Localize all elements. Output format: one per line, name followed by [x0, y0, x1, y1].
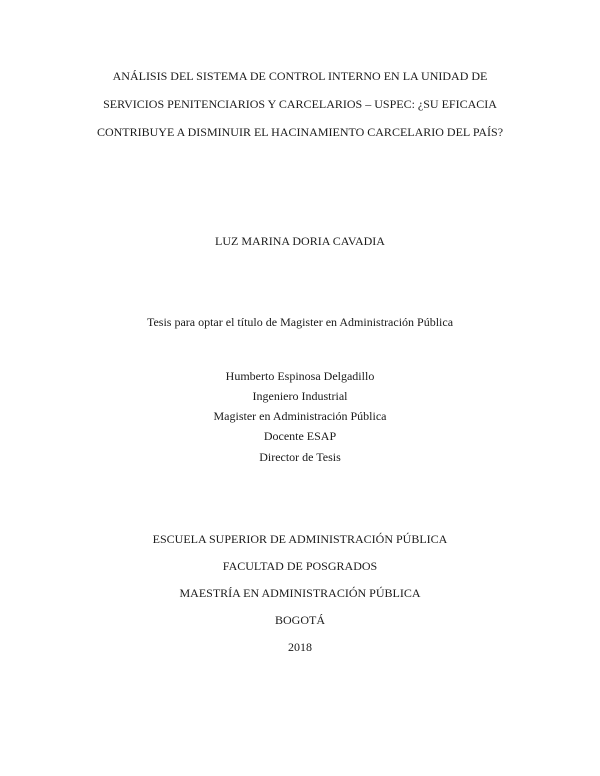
thesis-title-line-3: CONTRIBUYE A DISMINUIR EL HACINAMIENTO CARCELARIO DEL PAÍS? [96, 125, 504, 139]
thesis-title-line-1: ANÁLISIS DEL SISTEMA DE CONTROL INTERNO EN LA UNIDAD DE [112, 69, 488, 83]
institution-school: ESCUELA SUPERIOR DE ADMINISTRACIÓN PÚBLICA [152, 532, 448, 546]
institution-city: BOGOTÁ [275, 613, 325, 627]
director-role: Director de Tesis [259, 450, 341, 464]
director-name: Humberto Espinosa Delgadillo [225, 369, 375, 383]
director-position: Docente ESAP [263, 429, 337, 443]
director-profession: Ingeniero Industrial [252, 389, 348, 403]
director-degree: Magister en Administración Pública [213, 409, 387, 423]
institution-program: MAESTRÍA EN ADMINISTRACIÓN PÚBLICA [179, 586, 421, 600]
thesis-title-line-2: SERVICIOS PENITENCIARIOS Y CARCELARIOS – USPEC: ¿SU EFICACIA [103, 97, 497, 111]
thesis-purpose: Tesis para optar el título de Magister en Administración Pública [146, 315, 454, 329]
institution-faculty: FACULTAD DE POSGRADOS [222, 559, 378, 573]
author-name: LUZ MARINA DORIA CAVADIA [215, 234, 385, 248]
institution-year: 2018 [288, 640, 312, 654]
